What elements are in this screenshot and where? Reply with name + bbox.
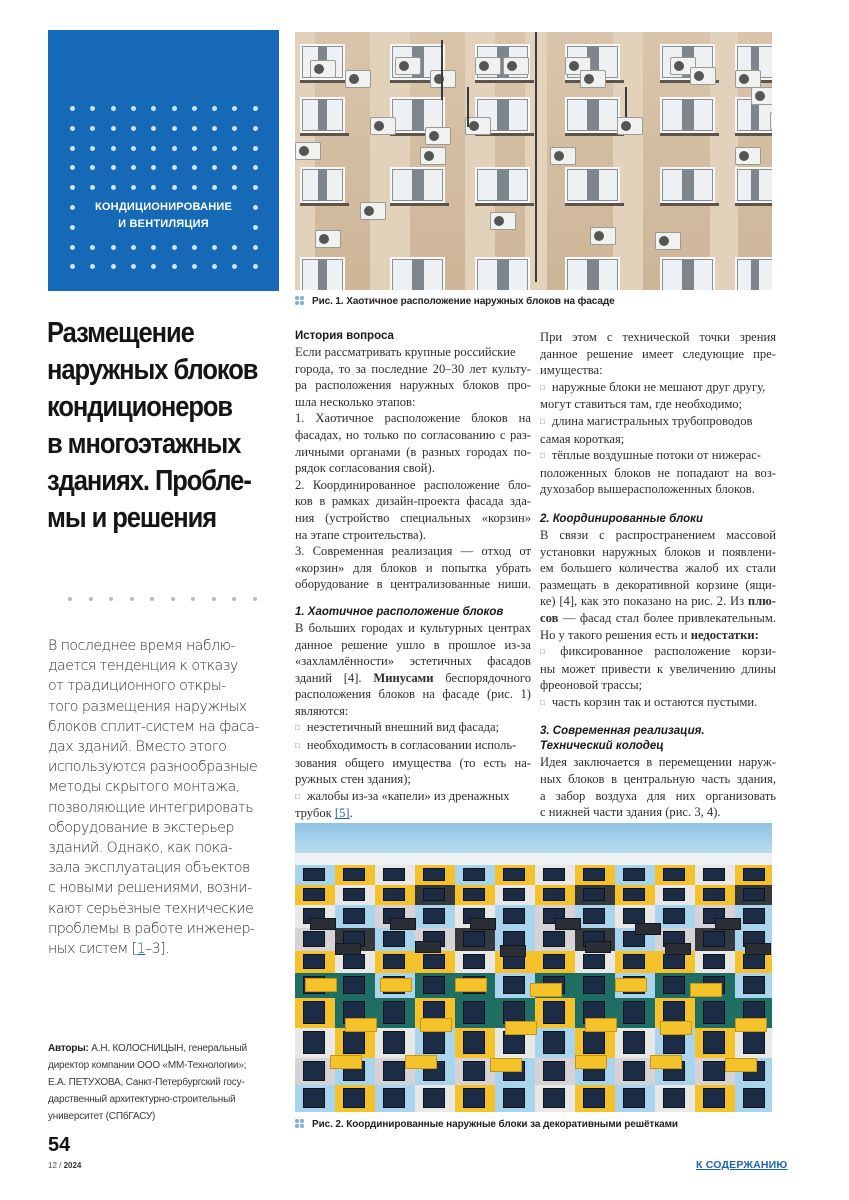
cons-item: □ неэстетичный внешний вид фасада;: [295, 719, 531, 737]
pros-item: □ наружные блоки не мешают друг другу,: [540, 379, 776, 397]
article-lead: В последнее время наблю- дается тенденция к отказу от традиционного откры- того размещения наружных блоков сплит-систем на фаса- дах зданий. Вместо этого используются разнообразные методы скрытого монтажа, позволяющие интегрировать оборудование в экстерьер зданий. Однако, как пока- зала эксплуатация объектов с новыми решениями, возни- кают серьёзные технические проблемы в работе инженер- ных систем [1–3].: [48, 638, 259, 958]
table-of-contents-link[interactable]: К СОДЕРЖАНИЮ: [696, 1159, 788, 1171]
dot-pattern: [70, 106, 260, 266]
reference-link-5[interactable]: [5]: [334, 806, 350, 821]
rubric-line-1: КОНДИЦИОНИРОВАНИЕ: [95, 201, 232, 213]
cons-item: □ часть корзин так и остаются пустыми.: [540, 694, 776, 712]
cons-item: □ фиксированное расположение корзи-: [540, 643, 776, 661]
figure-1-photo: [295, 32, 772, 290]
cons-item: □ необходимость в согласовании исполь-: [295, 737, 531, 755]
issue-date: 12 / 2024: [48, 1161, 82, 1170]
figure-1-caption: Рис. 1. Хаотичное расположение наружных блоков на фасаде: [295, 296, 615, 307]
section-2-heading: 2. Координированные блоки: [540, 512, 703, 525]
authors-label: Авторы:: [48, 1043, 89, 1054]
separator-dots: [68, 597, 258, 603]
section-3-heading: 3. Современная реализация. Технический колодец: [540, 725, 705, 753]
reference-link-1[interactable]: 1: [136, 941, 146, 958]
history-heading: История вопроса: [295, 330, 394, 342]
pros-item: □ длина магистральных трубопроводов: [540, 413, 776, 431]
rubric-line-2: И ВЕНТИЛЯЦИЯ: [118, 218, 209, 230]
figure-2-photo: [295, 823, 772, 1112]
section-1-heading: 1. Хаотичное расположение блоков: [295, 605, 504, 618]
page-number: 54: [48, 1134, 71, 1156]
rubric-label: [48, 199, 279, 233]
figure-2-caption: Рис. 2. Координированные наружные блоки за декоративными решётками: [295, 1119, 678, 1130]
authors-block: Авторы: А.Н. КОЛОСНИЦЫН, генеральный директор компании ООО «ММ-Технологии»; Е.А. ПЕТУХОВА, Санкт-Петербургский госу- дарственный архитектурно-строительный университет (СПбГАСУ): [48, 1043, 247, 1122]
caption-dots-icon: [295, 296, 304, 305]
body-column-2: При этом с технической точки зрения данное решение имеет следующие пре- имущества: □ наружные блоки не мешают друг другу, могут ставиться там, где необходимо; □ длина магистральных трубопроводов самая короткая; □ тёплые воздушные потоки от нижерас- положенных блоков не попадают на воз- духозабор вышерасположенных блоков. 2. Координированные блоки В связи с распространением массовой установки наружных блоков и появлени- ем большего количества жалоб их стали размещать в декоративной корзине (ящи- ке) [4], как это показано на рис. 2. Из плю- сов — фасад стал более привлекательным. Но у такого решения есть и недостатки: □ фиксированное расположение корзи- ны может привести к увеличению длины фреоновой трассы; □ часть корзин так и остаются пустыми. 3. Современная реализация. Технический колодец Идея заключается в перемещении наруж- ных блоков в центральную часть здания, а забор воздуха для них организовать с нижней части здания (рис. 3, 4).: [540, 329, 776, 821]
caption-dots-icon: [295, 1119, 304, 1128]
section-rubric: [48, 30, 279, 291]
pros-item: □ тёплые воздушные потоки от нижерас-: [540, 447, 776, 465]
cons-item: □ жалобы из-за «капели» из дренажных: [295, 788, 531, 806]
article-title: Размещение наружных блоков кондиционеров в многоэтажных зданиях. Пробле- мы и решения: [47, 317, 258, 534]
body-column-1: История вопроса Если рассматривать крупные российские города, то за последние 20–30 лет культу- ра расположения наружных блоков про- шла несколько этапов: 1. Хаотичное расположение блоков на фасадах, но только по согласованию с раз- личными органами (в разных городах по- рядок согласования свой). 2. Координированное расположение бло- ков в рамках дизайн-проекта фасада зда- ния (устройство специальных «корзин» на этапе строительства). 3. Современная реализация — отход от «корзин» для блоков и попытка убрать оборудование в централизованные ниши. 1. Хаотичное расположение блоков В больших городах и культурных центрах данное решение ушло в прошлое из-за «захламлённости» эстетичных фасадов зданий [4]. Минусами беспорядочного расположения блоков на фасаде (рис. 1) являются: □ неэстетичный внешний вид фасада; □ необходимость в согласовании исполь- зования общего имущества (то есть на- ружных стен здания); □ жалобы из-за «капели» из дренажных трубок [5].: [295, 329, 531, 822]
